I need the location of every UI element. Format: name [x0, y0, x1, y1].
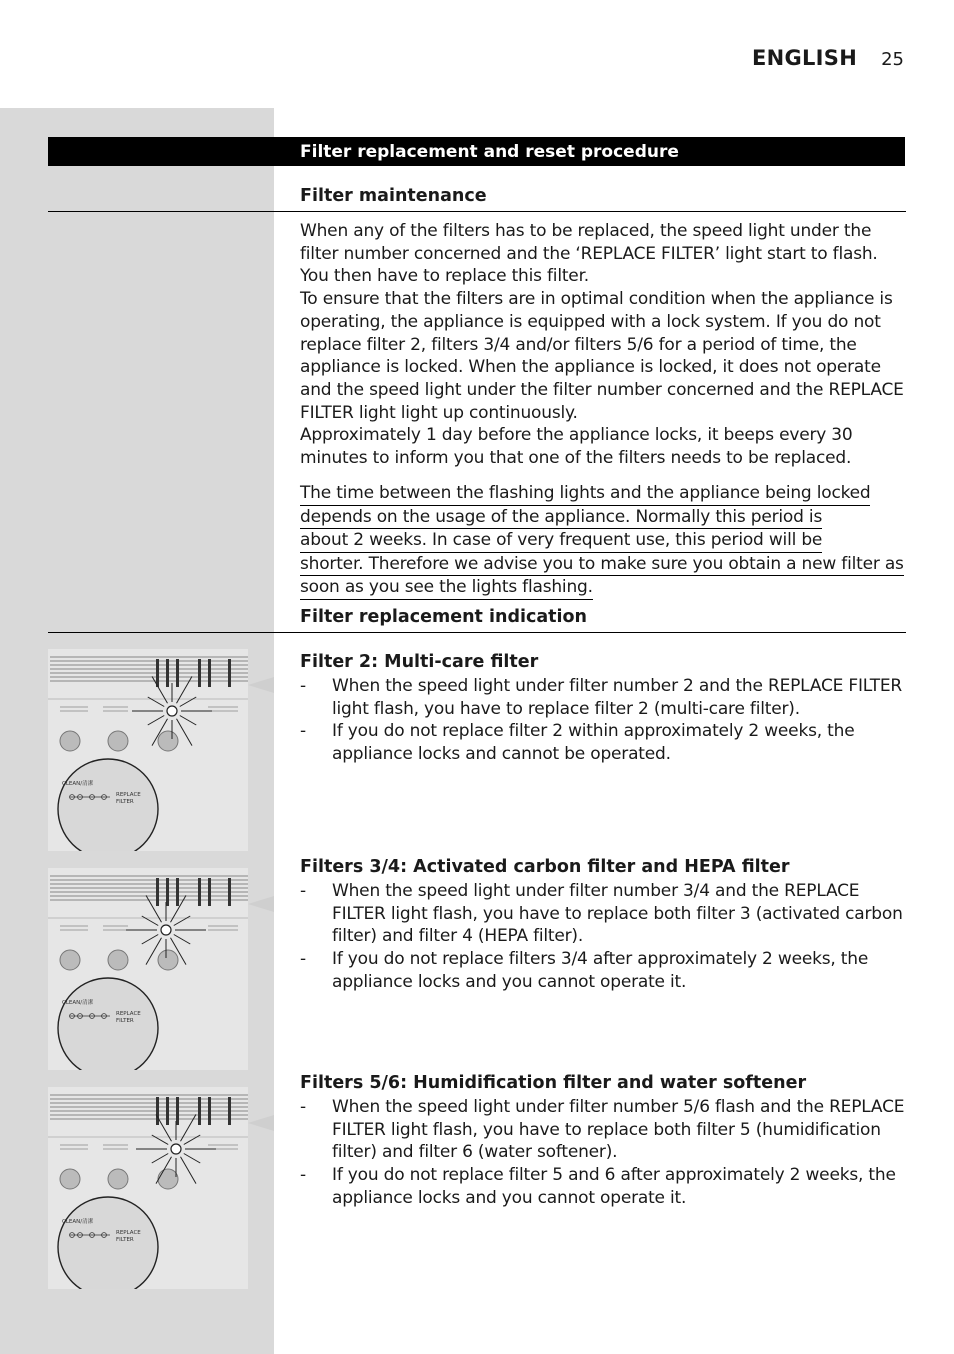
- note-line: soon as you see the lights flashing.: [300, 576, 593, 600]
- control-panel-illustration: [48, 1087, 278, 1289]
- divider: [48, 632, 906, 633]
- section-title: Filter replacement and reset procedure: [300, 142, 679, 162]
- flashing-light-icon: [161, 925, 171, 935]
- control-panel-figure-filter-56: [48, 1087, 278, 1289]
- paragraph: To ensure that the filters are in optimal condition when the appliance is operating, the appliance is equipped with a lock system. If you do not replace filter 2, filters 3/4 and/or filters 5/6 for a period of time, the appliance is locked. When the appliance is locked, it does not operate and the speed light under the filter number concerned and the REPLACE FILTER light light up continuously.: [300, 289, 904, 423]
- panel-label-clean: CLEAN/清潔: [62, 781, 94, 787]
- filter-2-title: Filter 2: Multi-care filter: [300, 652, 539, 672]
- maintenance-heading: Filter maintenance: [300, 186, 487, 206]
- maintenance-text: [300, 220, 906, 470]
- filter-2-bullets: [300, 675, 906, 766]
- note-line: about 2 weeks. In case of very frequent use, this period will be: [300, 529, 822, 553]
- page-header: [752, 46, 904, 70]
- panel-label-filter: FILTER: [116, 799, 134, 805]
- panel-label-replace: REPLACE: [116, 1011, 141, 1017]
- control-panel-illustration: [48, 868, 278, 1070]
- paragraph: Approximately 1 day before the appliance locks, it beeps every 30 minutes to inform you that one of the filters needs to be replaced.: [300, 425, 853, 469]
- note-line: The time between the flashing lights and the appliance being locked: [300, 482, 870, 506]
- control-panel-figure-filter-34: [48, 868, 278, 1070]
- divider: [48, 211, 906, 212]
- panel-label-replace: REPLACE: [116, 792, 141, 798]
- language-label: ENGLISH: [751, 46, 858, 70]
- filter-56-title: Filters 5/6: Humidification filter and water softener: [300, 1073, 807, 1093]
- note-line: shorter. Therefore we advise you to make sure you obtain a new filter as: [300, 553, 904, 577]
- list-item: - When the speed light under filter number 2 and the REPLACE FILTER light flash, you have to replace filter 2 (multi-care filter).: [300, 676, 903, 719]
- flashing-light-icon: [167, 706, 177, 716]
- list-item: - When the speed light under filter number 3/4 and the REPLACE FILTER light flash, you have to replace both filter 3 (activated carbon filter) and filter 4 (HEPA filter).: [300, 881, 903, 947]
- list-item: - If you do not replace filters 3/4 after approximately 2 weeks, the appliance locks and you cannot operate it.: [300, 949, 869, 992]
- panel-label-replace: REPLACE: [116, 1230, 141, 1236]
- note-line: depends on the usage of the appliance. Normally this period is: [300, 506, 822, 530]
- panel-label-clean: CLEAN/清潔: [62, 1219, 94, 1225]
- control-panel-illustration: [48, 649, 278, 851]
- section-title-bar: [48, 137, 905, 166]
- list-item: - If you do not replace filter 2 within approximately 2 weeks, the appliance locks and cannot be operated.: [300, 721, 855, 765]
- panel-label-filter: FILTER: [116, 1237, 134, 1243]
- indication-heading: Filter replacement indication: [300, 607, 588, 627]
- panel-label-clean: CLEAN/清潔: [62, 1000, 94, 1006]
- filter-34-title: Filters 3/4: Activated carbon filter and HEPA filter: [300, 857, 790, 877]
- panel-label-filter: FILTER: [116, 1018, 134, 1024]
- flashing-light-icon: [171, 1144, 181, 1154]
- list-item: - When the speed light under filter number 5/6 flash and the REPLACE FILTER light flash, you have to replace both filter 5 (humidification filter) and filter 6 (water softener).: [300, 1097, 905, 1163]
- list-item: - If you do not replace filter 5 and 6 after approximately 2 weeks, the appliance locks and you cannot operate it.: [300, 1165, 896, 1208]
- underlined-note: [300, 482, 906, 600]
- page-number: 25: [881, 49, 904, 70]
- control-panel-figure-filter-2: [48, 649, 278, 851]
- paragraph: When any of the filters has to be replaced, the speed light under the filter number concerned and the ‘REPLACE FILTER’ light start to flash. You then have to replace this filter.: [300, 221, 878, 287]
- filter-56-bullets: [300, 1096, 906, 1210]
- filter-34-bullets: [300, 880, 906, 994]
